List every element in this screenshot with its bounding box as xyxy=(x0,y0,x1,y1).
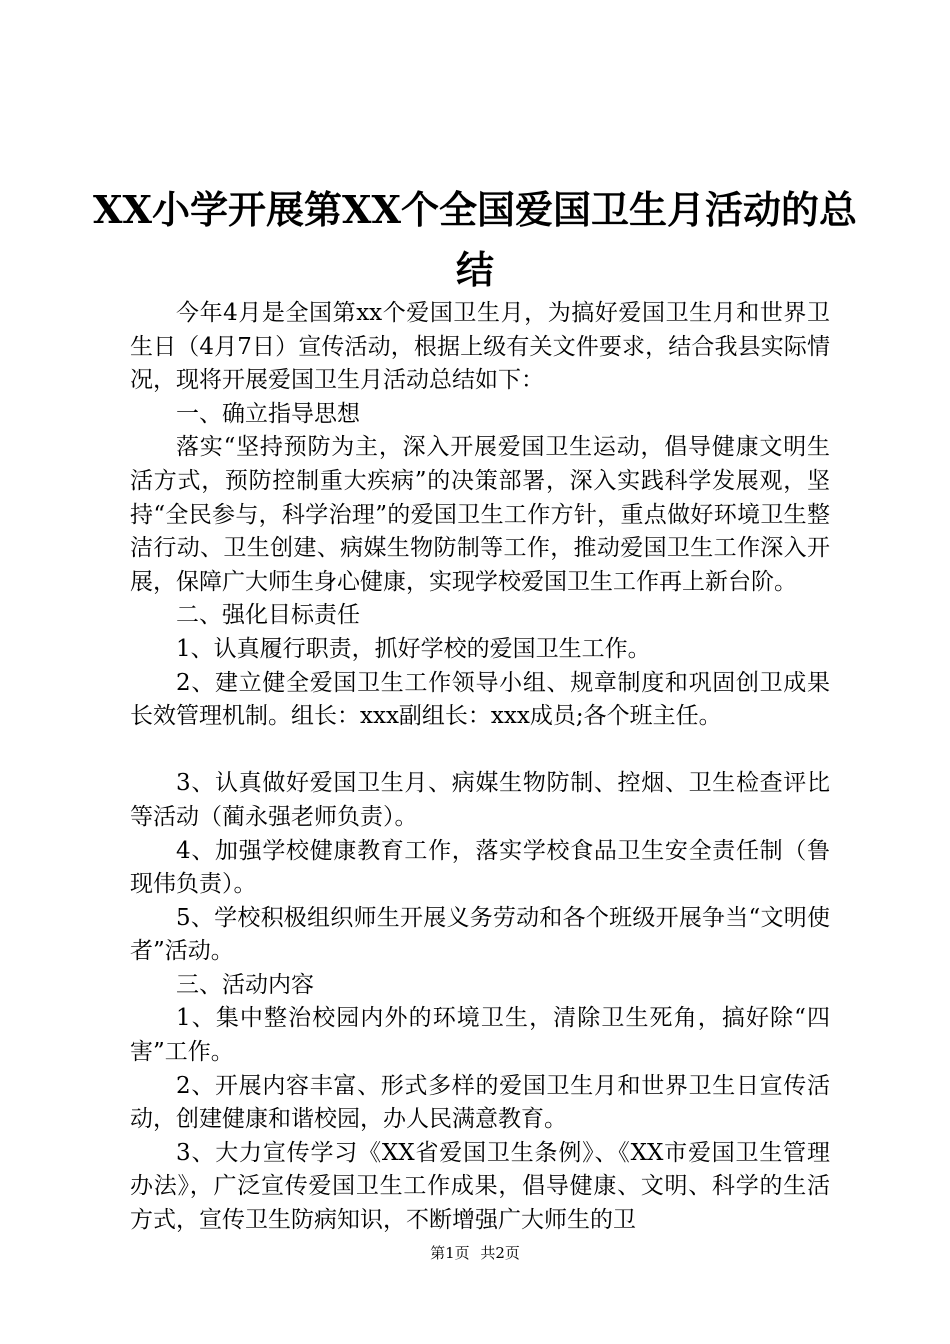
section-heading-1: 一、确立指导思想 xyxy=(176,400,360,427)
activity-item-1: 1、集中整治校园内外的环境卫生，清除卫生死角，搞好除“四害”工作。 xyxy=(130,1005,830,1066)
blank-line xyxy=(130,734,830,768)
document-body xyxy=(130,297,830,1238)
document-title-line-2: 结 xyxy=(455,247,494,292)
activity-item-3: 3、大力宣传学习《XX省爱国卫生条例》、《XX市爱国卫生管理办法》，广泛宣传爱国卫生工作成果，倡导健康、文明、科学的生活方式，宣传卫生防病知识，不断增强广大师生的卫 xyxy=(130,1139,830,1234)
responsibility-item-3: 3、认真做好爱国卫生月、病媒生物防制、控烟、卫生检查评比等活动（蔺永强老师负责）。 xyxy=(130,770,830,830)
page-number: 第1页 xyxy=(430,1244,470,1262)
document-title-line-1: XX小学开展第XX个全国爱国卫生月活动的总 xyxy=(93,187,857,232)
responsibility-item-4: 4、加强学校健康教育工作，落实学校食品卫生安全责任制（鲁现伟负责）。 xyxy=(130,837,830,898)
activity-item-2: 2、开展内容丰富、形式多样的爱国卫生月和世界卫生日宣传活动，创建健康和谐校园，办人民满意教育。 xyxy=(130,1072,830,1133)
responsibility-item-1: 1、认真履行职责，抓好学校的爱国卫生工作。 xyxy=(176,635,651,662)
page-footer xyxy=(0,1243,950,1263)
section-heading-2: 二、强化目标责任 xyxy=(176,602,360,629)
guiding-ideology-paragraph: 落实“坚持预防为主，深入开展爱国卫生运动，倡导健康文明生活方式，预防控制重大疾病”的决策部署，深入实践科学发展观，坚持“全民参与，科学治理”的爱国卫生工作方针，重点做好环境卫生整洁行动、卫生创建、病媒生物防制等工作，推动爱国卫生工作深入开展，保障广大师生身心健康，实现学校爱国卫生工作再上新台阶。 xyxy=(130,434,830,595)
responsibility-item-2: 2、建立健全爱国卫生工作领导小组、规章制度和巩固创卫成果长效管理机制。组长：xxx副组长：xxx成员;各个班主任。 xyxy=(130,669,830,730)
intro-paragraph: 今年4月是全国第xx个爱国卫生月，为搞好爱国卫生月和世界卫生日（4月7日）宣传活动，根据上级有关文件要求，结合我县实际情况，现将开展爱国卫生月活动总结如下： xyxy=(130,300,830,394)
page-total: 共2页 xyxy=(480,1244,520,1262)
responsibility-item-5: 5、学校积极组织师生开展义务劳动和各个班级开展争当“文明使者”活动。 xyxy=(130,904,830,965)
section-heading-3: 三、活动内容 xyxy=(176,971,314,998)
